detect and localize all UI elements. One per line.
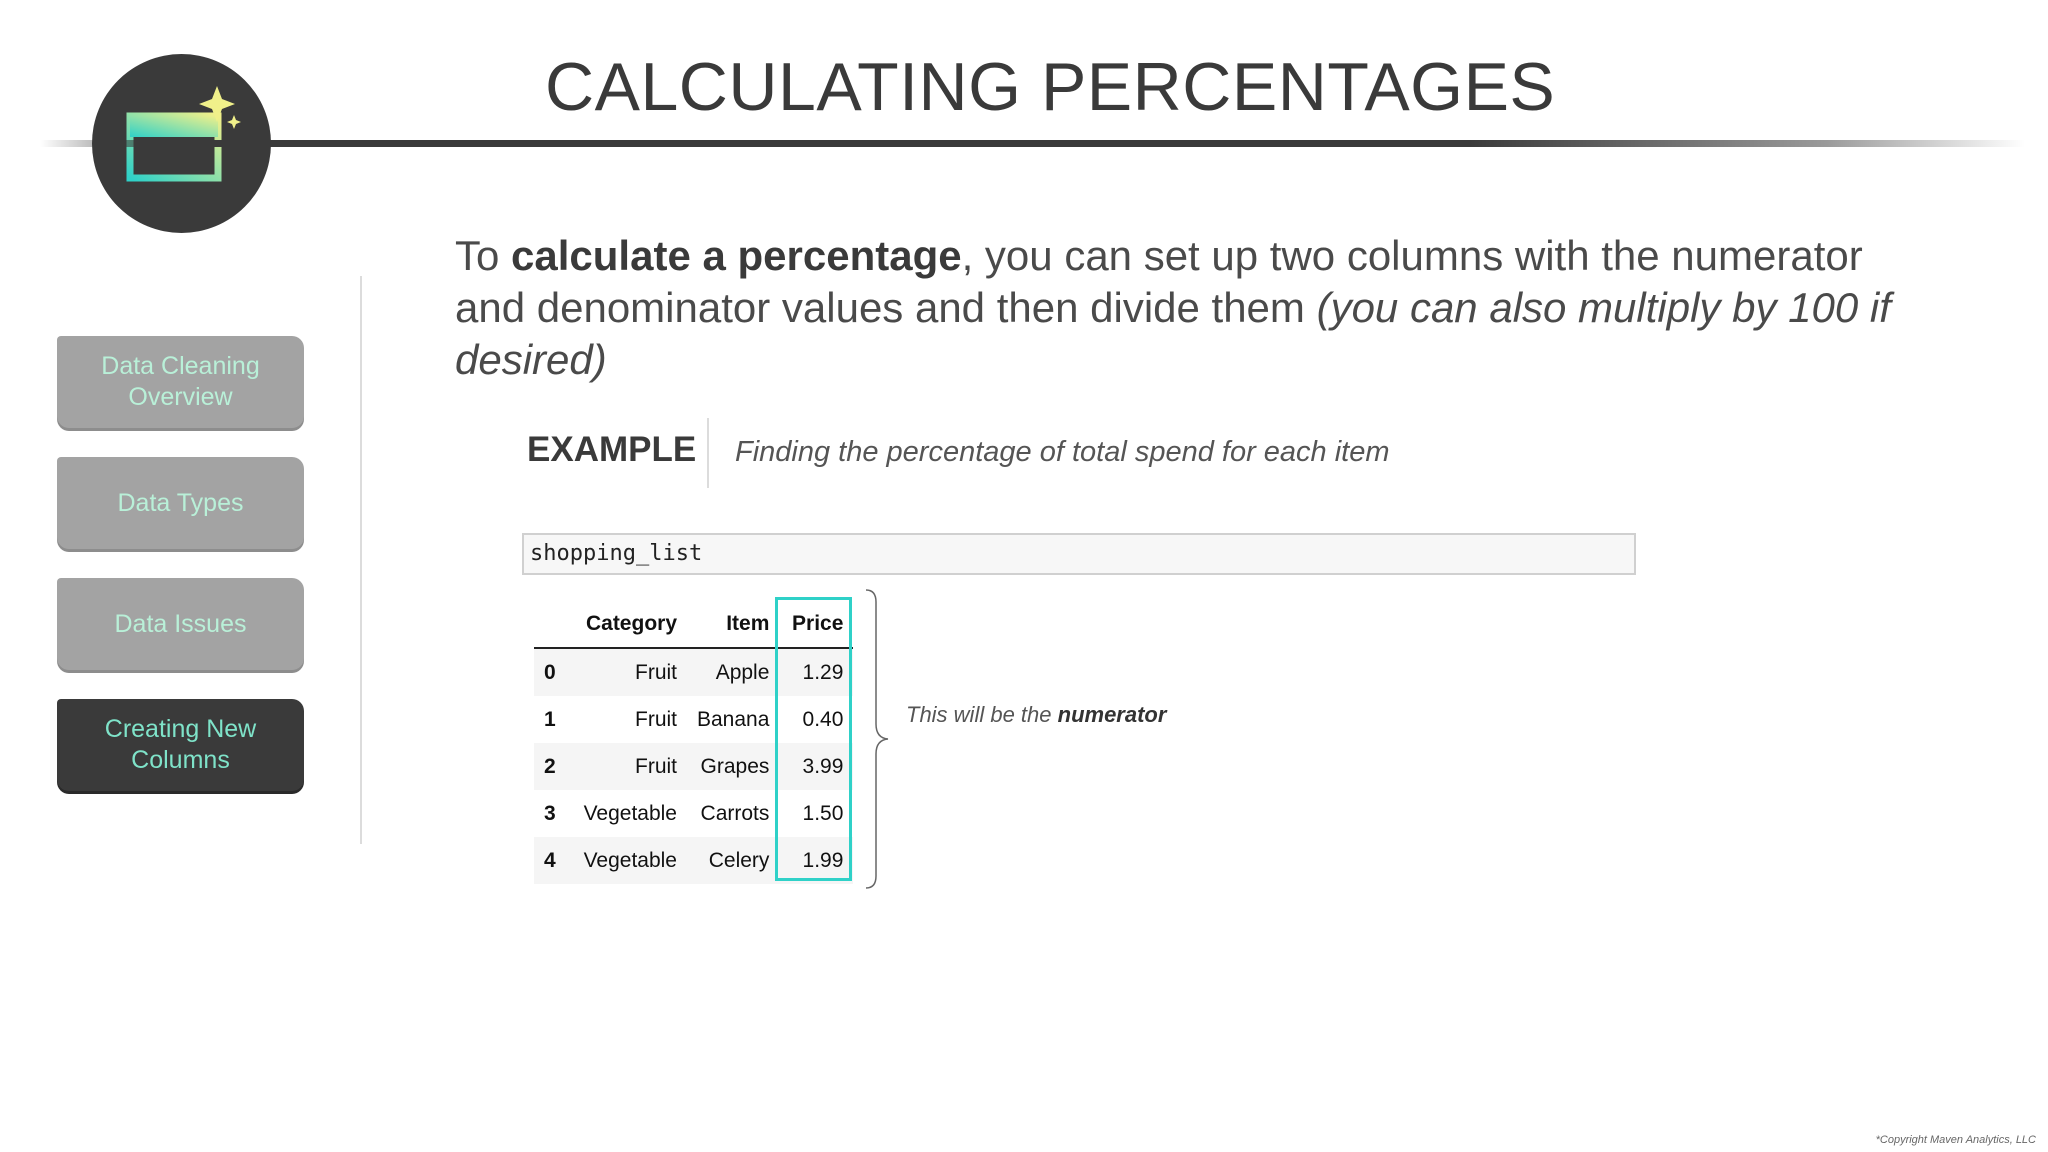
- copyright-text: *Copyright Maven Analytics, LLC: [1875, 1134, 2036, 1146]
- code-cell: shopping_list: [522, 533, 1636, 575]
- table-cell: 0.40: [802, 707, 844, 731]
- table-cell: 1.99: [779, 837, 853, 884]
- row-index: 4: [534, 837, 570, 884]
- row-index: 1: [544, 707, 556, 731]
- intro-italic: (you can also multiply by 100 if desired): [455, 284, 1891, 383]
- column-header: Price: [779, 600, 853, 648]
- row-index: 0: [534, 648, 570, 696]
- table-cell: Fruit: [635, 707, 677, 731]
- sidebar-item-label: Data Types: [117, 488, 244, 517]
- row-index: 3: [544, 801, 556, 825]
- table-cell: 3.99: [779, 743, 853, 790]
- table-cell: Fruit: [570, 743, 687, 790]
- sidebar-divider: [360, 276, 362, 844]
- curly-brace-icon: [864, 588, 894, 890]
- annotation-bold: numerator: [1057, 702, 1167, 727]
- price-column-highlight: [775, 597, 852, 881]
- column-header: Category: [570, 600, 687, 648]
- sidebar-item-label: Data Issues: [114, 609, 247, 638]
- sidebar-item-data-types[interactable]: [57, 457, 304, 549]
- table-cell: 1.50: [802, 801, 844, 825]
- example-description: Finding the percentage of total spend for each item: [735, 436, 1390, 468]
- example-label: EXAMPLE: [527, 430, 697, 469]
- example-divider: [707, 418, 709, 488]
- table-cell: Banana: [697, 707, 770, 731]
- column-header: [534, 600, 570, 648]
- sidebar-item-label: Data Cleaning Overview: [101, 352, 260, 411]
- table-cell: Vegetable: [570, 837, 687, 884]
- sidebar-item-label: Creating New Columns: [104, 715, 257, 774]
- sidebar-item-data-issues[interactable]: [57, 578, 304, 670]
- sidebar-item-creating-new-columns[interactable]: [57, 699, 304, 791]
- annotation-text: This will be the: [906, 702, 1058, 727]
- intro-bold: calculate a percentage: [511, 232, 962, 279]
- table-cell: Apple: [687, 648, 779, 696]
- table-cell: Fruit: [570, 648, 687, 696]
- table-cell: 1.29: [779, 648, 853, 696]
- numerator-annotation: [906, 702, 1166, 728]
- column-header: Item: [687, 600, 779, 648]
- row-index: 2: [534, 743, 570, 790]
- page-title: CALCULATING PERCENTAGES: [545, 49, 1556, 125]
- title-underline: [40, 140, 2025, 147]
- table-cell: Grapes: [687, 743, 779, 790]
- sidebar-item-data-cleaning-overview[interactable]: [57, 336, 304, 428]
- intro-pre: To: [455, 232, 512, 279]
- table-cell: Celery: [687, 837, 779, 884]
- table-cell: Carrots: [700, 801, 770, 825]
- table-cell: Vegetable: [583, 801, 677, 825]
- intro-mid: , you can set up two columns with the numerator and denominator values and then divide them: [455, 232, 1863, 331]
- intro-text: [455, 230, 1915, 386]
